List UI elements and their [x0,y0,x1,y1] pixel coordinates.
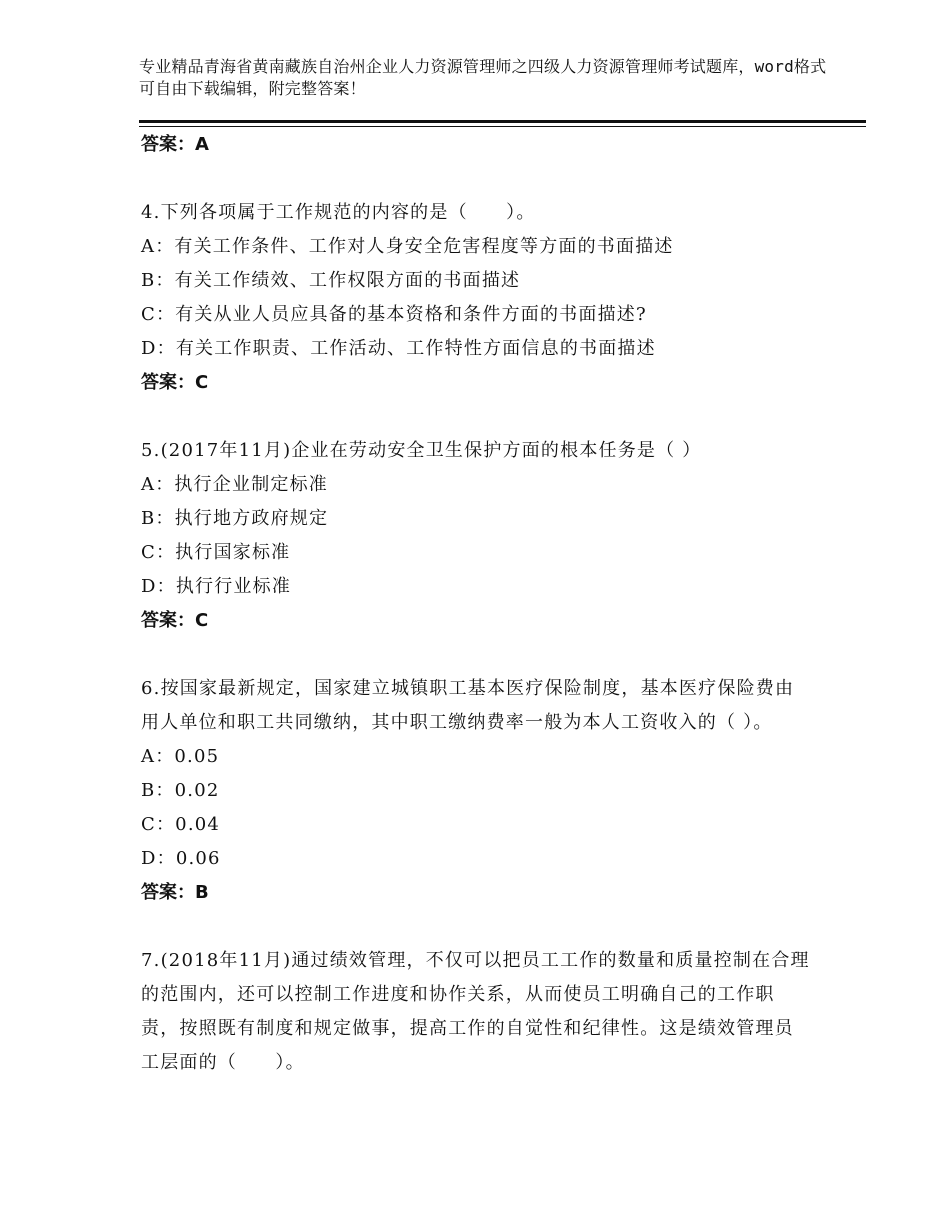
question-4 [141,196,811,400]
option-a: A：0.05 [141,746,220,767]
question-stem: 5.(2017年11月)企业在劳动安全卫生保护方面的根本任务是（ ） [141,440,702,461]
answer: 答案：C [141,610,209,631]
option-c: C：0.04 [141,814,221,835]
question-list [141,128,811,1080]
question-7 [141,944,811,1080]
option-c: C：有关从业人员应具备的基本资格和条件方面的书面描述? [141,304,647,325]
answer: 答案：C [141,372,209,393]
option-d: D：有关工作职责、工作活动、工作特性方面信息的书面描述 [141,338,656,359]
option-a: A：有关工作条件、工作对人身安全危害程度等方面的书面描述 [141,236,674,257]
question-stem: 4.下列各项属于工作规范的内容的是（ ）。 [141,202,536,223]
question-stem: 7.(2018年11月)通过绩效管理，不仅可以把员工工作的数量和质量控制在合理的范围内，还可以控制工作进度和协作关系，从而使员工明确自己的工作职责，按照既有制度和规定做事，提高工作的自觉性和纪律性。这是绩效管理员工层面的（ ）。 [141,950,810,1073]
option-b: B：执行地方政府规定 [141,508,329,529]
option-b: B：有关工作绩效、工作权限方面的书面描述 [141,270,521,291]
option-a: A：执行企业制定标准 [141,474,328,495]
option-d: D：0.06 [141,848,221,869]
option-b: B：0.02 [141,780,220,801]
header-rule-thin [139,126,866,127]
question-stem: 6.按国家最新规定，国家建立城镇职工基本医疗保险制度，基本医疗保险费由用人单位和职工共同缴纳，其中职工缴纳费率一般为本人工资收入的（ ）。 [141,678,795,733]
header-rule-thick [139,120,866,123]
page-header: 专业精品青海省黄南藏族自治州企业人力资源管理师之四级人力资源管理师考试题库，word格式可自由下载编辑，附完整答案！ [139,57,827,98]
option-d: D：执行行业标准 [141,576,292,597]
option-c: C：执行国家标准 [141,542,291,563]
question-5 [141,434,811,638]
previous-answer: 答案：A [141,134,209,155]
question-6 [141,672,811,910]
answer: 答案：B [141,882,209,903]
